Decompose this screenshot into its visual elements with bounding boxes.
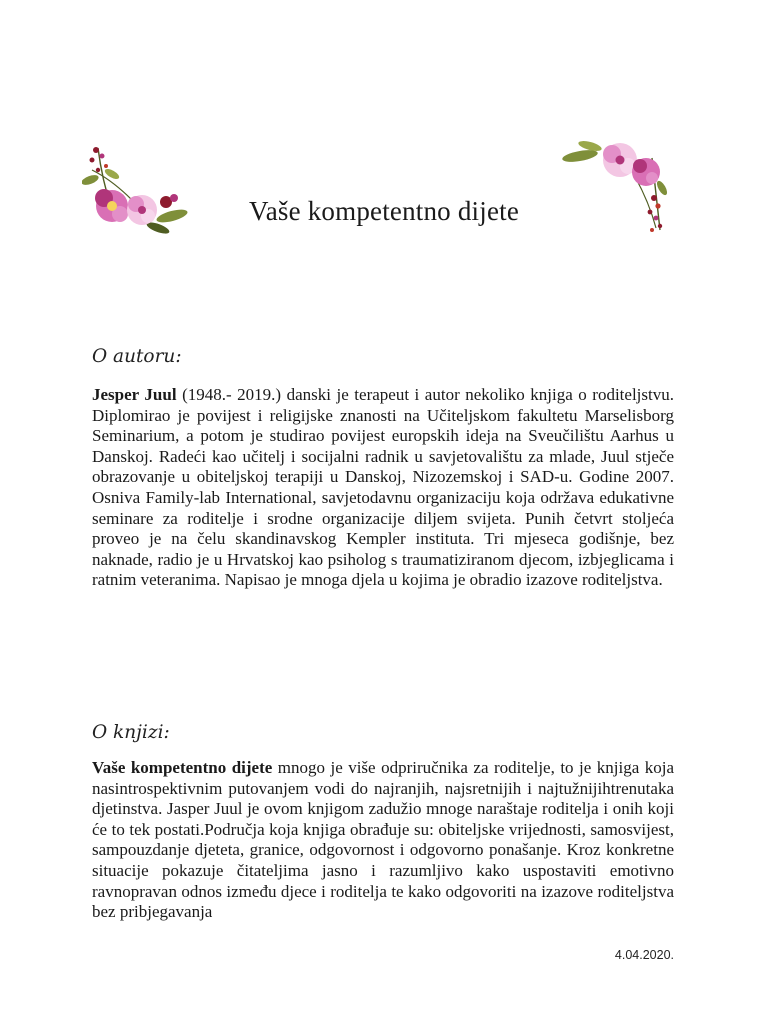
author-paragraph <box>92 385 674 591</box>
author-description: (1948.- 2019.) danski je terapeut i autor nekoliko knjiga o roditeljstvu. Diplomirao je povijest i religijske znanosti na Učiteljskom fakultetu Marselisborg Seminarium, a potom je studirao povijest europskih ideja na Sveučilištu Aarhus u Danskoj. Radeći kao učitelj i socijalni radnik u savjetovalištu za mlade, Juul stječe obrazovanje u obiteljskoj terapiji u Danskoj, Nizozemskoj i SAD-u. Godine 2007. Osniva Family-lab International, savjetodavnu organizaciju koja održava edukativne seminare za roditelje i srodne organizacije diljem svijeta. Punih četvrt stoljeća proveo je na čelu skandinavskog Kempler instituta. Tri mjeseca godišnje, bez naknade, radio je u Hrvatskoj kao psiholog s traumatiziranom djecom, izbjeglicama i ratnim veteranima. Napisao je mnoga djela u kojima je obradio izazove roditeljstva. <box>92 385 674 590</box>
author-section-heading: O autoru: <box>92 346 182 367</box>
book-title: Vaše kompetentno dijete <box>92 758 273 777</box>
author-name: Jesper Juul <box>92 385 177 404</box>
document-title: Vaše kompetentno dijete <box>248 196 520 226</box>
document-date: 4.04.2020. <box>614 948 674 962</box>
book-section-heading: O knjizi: <box>92 722 170 743</box>
book-description: mnogo je više odpriručnika za roditelje, to je knjiga koja nasintrospektivnim putovanjem vodi do najranjih, najsretnijih i najtužnijihtrenutaka djetinstva. Jasper Juul je ovom knjigom zadužio mnoge naraštaje roditelja i onih koji će to tek postati.Područja koja knjiga obrađuje su: obiteljske vrijednosti, samosvijest, sampouzdanje djeteta, granice, odgovornost i odgovorno ponašanje. Kroz konkretne situacije pokazuje čitateljima jasno i razumljivo kako uspostaviti emotivno ravnopravan odnos između djece i roditelja te kako odgovoriti na izazove roditeljstva bez pribjegavanja <box>92 758 674 922</box>
book-paragraph <box>92 758 674 923</box>
